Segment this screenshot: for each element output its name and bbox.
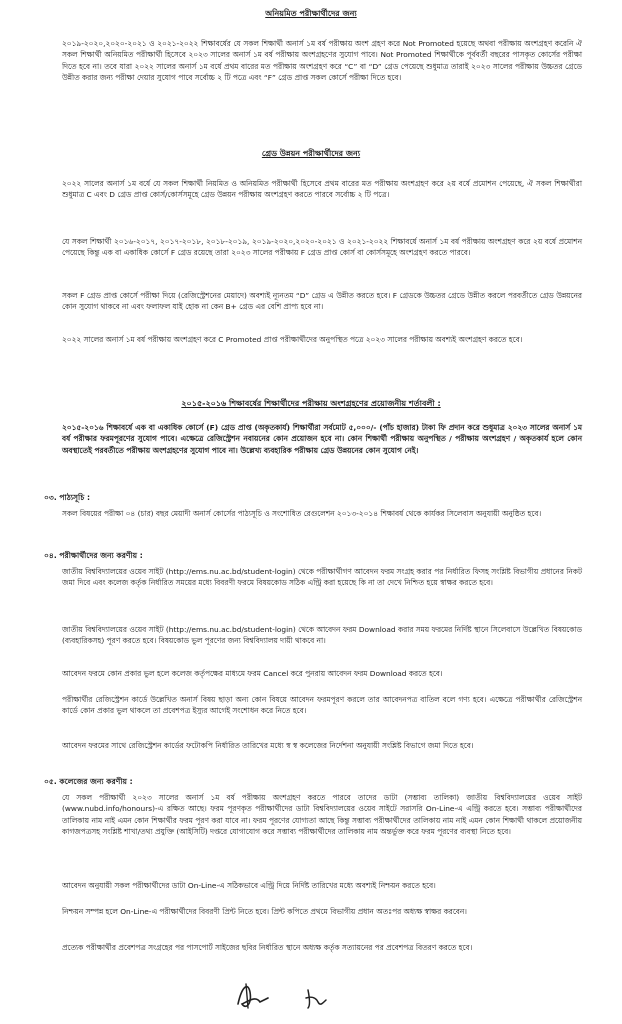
syllabus-section-number: ০৩. পাঠ্যসূচি : — [44, 493, 90, 502]
grade-improvement-paragraph-4: ২০২২ সালের অনার্স ১ম বর্ষ পরীক্ষায় অংশগ্রহণ করে C Promoted প্রাপ্ত পরীক্ষার্থীদের অনুপস্থিত পত্রে ২০২৩ সালের পরীক্ষায় অবশ্যই অংশগ্রহণ করতে হবে। — [62, 335, 523, 344]
irregular-paragraph: ২০১৯-২০২০,২০২০-২০২১ ও ২০২১-২০২২ শিক্ষাবর্ষের যে সকল শিক্ষার্থী অনার্স ১ম বর্ষ পরীক্ষায় অংশ গ্রহণ করে Not Promoted হয়েছে অথবা পরীক্ষায় অংশগ্রহণ করেনি ঐ সকল শিক্ষার্থী অনিয়মিত পরীক্ষার্থী হিসেবে ২০২৩ সালের অনার্স ১ম বর্ষ পরীক্ষায় অংশগ্রহণের সুযোগ পাবে। Not Promoted শিক্ষার্থীকে পূর্ববর্তী বছরের পাসকৃত কোর্সের পরীক্ষা দিতে হবে না। তবে যারা ২০২২ সালের অনার্স ১ম বর্ষে প্রথম বারের মত পরীক্ষায় অংশগ্রহণ করে “C” বা “D” গ্রেড পেয়েছে শুধুমাত্র তারাই ২০২৩ সালের পরীক্ষায় উচ্চতর গ্রেডে উন্নীত করার জন্য পরীক্ষা দেয়ার সুযোগ পাবে সর্বোচ্চ ২ টি পত্রে এবং “F” গ্রেড প্রাপ্ত সকল কোর্সে পরীক্ষা দিতে হবে। — [62, 39, 582, 83]
grade-improvement-paragraph-1: ২০২২ সালের অনার্স ১ম বর্ষে যে সকল শিক্ষার্থী নিয়মিত ও অনিয়মিত পরীক্ষার্থী হিসেবে প্রথম বারের মত পরীক্ষায় অংশগ্রহণ করে ২য় বর্ষে প্রমোশন পেয়েছে, ঐ সকল শিক্ষার্থীরা শুধুমাত্র C এবং D গ্রেড প্রাপ্ত কোর্স/কোর্সসমূহে গ্রেড উন্নয়ন পরীক্ষায় অংশগ্রহণ করতে পারবে সর্বোচ্চ ২ টি পত্রে। — [62, 179, 582, 200]
examinee-duties-paragraph-2: জাতীয় বিশ্ববিদ্যালয়ের ওয়েব সাইট (http://ems.nu.ac.bd/student-login) থেকে আবেদন ফরম Download করার সময় ফরমের নির্দিষ্ট স্থানে সিলেবাসে উল্লেখিত বিষয়কোড (ব্যবহারিকসহ) পূরণ করতে হবে। বিষয়কোড ভুল পূরণের জন্য বিশ্ববিদ্যালয় দায়ী থাকবে না। — [62, 625, 582, 646]
examinee-duties-paragraph-3: আবেদন ফরমে কোন প্রকার ভুল হলে কলেজ কর্তৃপক্ষের মাধ্যমে ফরম Cancel করে পুনরায় আবেদন ফরম Download করতে হবে। — [62, 669, 443, 678]
examinee-duties-section-number: ০৪. পরীক্ষার্থীদের জন্য করণীয় : — [44, 551, 143, 560]
college-duties-paragraph-3: নিশ্চয়ন সম্পন্ন হলে On-Line-এ পরীক্ষার্থীদের বিবরণী প্রিন্ট নিতে হবে। প্রিন্ট কপিতে প্রথমে বিভাগীয় প্রধান অতঃপর অধ্যক্ষ স্বাক্ষর করবেন। — [62, 907, 467, 916]
college-duties-section-number: ০৫. কলেজের জন্য করণীয় : — [44, 777, 133, 786]
syllabus-paragraph: সকল বিষয়ের পরীক্ষা ০৪ (চার) বছর মেয়াদী অনার্স কোর্সের পাঠ্যসূচি ও সংশোধিত রেগুলেশন ২০১৩-২০১৪ শিক্ষাবর্ষ থেকে কার্যকর সিলেবাস অনুযায়ী অনুষ্ঠিত হবে। — [62, 509, 542, 518]
college-duties-paragraph-4: প্রত্যেক পরীক্ষার্থীর প্রবেশপত্র সংগ্রহের পর পাসপোর্ট সাইজের ছবির নির্ধারিত স্থানে অধ্যক্ষ কর্তৃক সত্যায়নের পর প্রবেশপত্র বিতরণ করতে হবে। — [62, 943, 473, 952]
examinee-duties-paragraph-5: আবেদন ফরমের সাথে রেজিস্ট্রেশন কার্ডের ফটোকপি নির্ধারিত তারিখের মধ্যে স্ব স্ব কলেজের নির্দেশনা অনুযায়ী সংশ্লিষ্ট বিভাগে জমা দিতে হবে। — [62, 741, 474, 750]
signature-marks — [226, 974, 346, 1016]
examinee-duties-paragraph-4: পরীক্ষার্থীর রেজিস্ট্রেশন কার্ডে উল্লেখিত অনার্স বিষয় ছাড়া অন্য কোন বিষয়ে আবেদন ফরমপূরণ করলে তার আবেদনপত্র বাতিল বলে গণ্য হবে। এক্ষেত্রে পরীক্ষার্থীর রেজিস্ট্রেশন কার্ডে কোন প্রকার ভুল থাকলে তা প্রবেশপত্র ইস্যুর আগেই সংশোধন করে নিতে হবে। — [62, 695, 582, 716]
irregular-heading: অনিয়মিত পরীক্ষার্থীদের জন্য — [265, 9, 357, 18]
session-2015-paragraph: ২০১৫-২০১৬ শিক্ষাবর্ষে এক বা একাধিক কোর্সে (F) গ্রেড প্রাপ্ত (অকৃতকার্য) শিক্ষার্থীরা সর্বমোট ৫,০০০/- (পাঁচ হাজার) টাকা ফি প্রদান করে শুধুমাত্র ২০২৩ সালের অনার্স ১ম বর্ষ পরীক্ষার ফরমপূরণের সুযোগ পাবে। এক্ষেত্রে রেজিস্ট্রেশন নবায়নের কোন প্রয়োজন হবে না। কোন শিক্ষার্থী পরীক্ষায় অনুপস্থিত / পরীক্ষায় অংশগ্রহণ / অকৃতকার্য হলে কোন অবস্থাতেই পরবর্তীতে পরীক্ষায় অংশগ্রহণের সুযোগ পাবে না। উল্লেখ্য ব্যবহারিক পরীক্ষায় গ্রেড উন্নয়নের কোন সুযোগ নেই। — [62, 423, 582, 455]
college-duties-paragraph-1: যে সকল পরীক্ষার্থী ২০২৩ সালের অনার্স ১ম বর্ষ পরীক্ষায় অংশগ্রহণ করতে পারবে তাদের ডাটা (সম্ভাব্য তালিকা) জাতীয় বিশ্ববিদ্যালয়ের ওয়েব সাইট (www.nubd.info/honours)-এ রক্ষিত আছে। ফরম পূরণকৃত পরীক্ষার্থীদের ডাটা বিশ্ববিদ্যালয়ের ওয়েব সাইটে সরাসরি On-Line-এ এন্ট্রি করতে হবে। সম্ভাব্য পরীক্ষার্থীদের তালিকায় নাম নাই এমন কোন শিক্ষার্থীর ফরম পূরণ করা যাবে না। ফরম পূরণের যোগ্যতা আছে কিন্তু সম্ভাব্য পরীক্ষার্থীদের তালিকায় নাম নাই এমন কোন শিক্ষার্থী থাকলে প্রয়োজনীয় কাগজপত্রসহ সংশ্লিষ্ট শাখা/তথ্য প্রযুক্তি (আইসিটি) দপ্তরে যোগাযোগ করে সম্ভাব্য পরীক্ষার্থীদের তালিকায় নাম অন্তর্ভুক্ত করে ফরম পূরণের ব্যবস্থা নিতে হবে। — [62, 793, 582, 837]
grade-improvement-heading: গ্রেড উন্নয়ন পরীক্ষার্থীদের জন্য — [261, 149, 361, 158]
grade-improvement-paragraph-2: যে সকল শিক্ষার্থী ২০১৬-২০১৭, ২০১৭-২০১৮, ২০১৮-২০১৯, ২০১৯-২০২০,২০২০-২০২১ ও ২০২১-২০২২ শিক্ষাবর্ষে অনার্স ১ম বর্ষ পরীক্ষায় অংশগ্রহণ করে ২য় বর্ষে প্রমোশন পেয়েছে কিন্তু এক বা একাধিক কোর্সে F গ্রেড রয়েছে তারা ২০২৩ সালের পরীক্ষায় F গ্রেড প্রাপ্ত কোর্স বা কোর্সসমূহে অংশগ্রহণ করতে পারবে। — [62, 237, 582, 258]
examinee-duties-paragraph-1: জাতীয় বিশ্ববিদ্যালয়ের ওয়েব সাইট (http://ems.nu.ac.bd/student-login) থেকে পরীক্ষার্থীগণ আবেদন ফরম সংগ্রহ করার পর নির্ধারিত ফিসহ সংশ্লিষ্ট বিভাগীয় প্রধানের নিকট জমা দিবে এবং কলেজ কর্তৃক নির্ধারিত সময়ের মধ্যে বিবরণী ফরমে বিষয়কোড সঠিক এন্ট্রি করা হয়েছে কি না তা দেখে নিশ্চিত হয়ে স্বাক্ষর করতে হবে। — [62, 567, 582, 588]
session-2015-heading: ২০১৫-২০১৬ শিক্ষাবর্ষের শিক্ষার্থীদের পরীক্ষায় অংশগ্রহণের প্রয়োজনীয় শর্তাবলী : — [181, 399, 441, 408]
grade-improvement-paragraph-3: সকল F গ্রেড প্রাপ্ত কোর্সে পরীক্ষা দিয়ে (রেজিস্ট্রেশনের মেয়াদে) অবশ্যই ন্যূনতম “D” গ্রেড এ উন্নীত করতে হবে। F গ্রেডকে উচ্চতর গ্রেডে উন্নীত করলে পরবর্তীতে গ্রেড উন্নয়নের কোন সুযোগ থাকবে না এবং ফলাফল যাই হোক না কেন B+ গ্রেড এর বেশি প্রাপ্য হবে না। — [62, 291, 582, 312]
college-duties-paragraph-2: আবেদন অনুযায়ী সকল পরীক্ষার্থীদের ডাটা On-Line-এ সঠিকভাবে এন্ট্রি দিয়ে নির্দিষ্ট তারিখের মধ্যে অবশ্যই নিশ্চয়ন করতে হবে। — [62, 881, 436, 890]
